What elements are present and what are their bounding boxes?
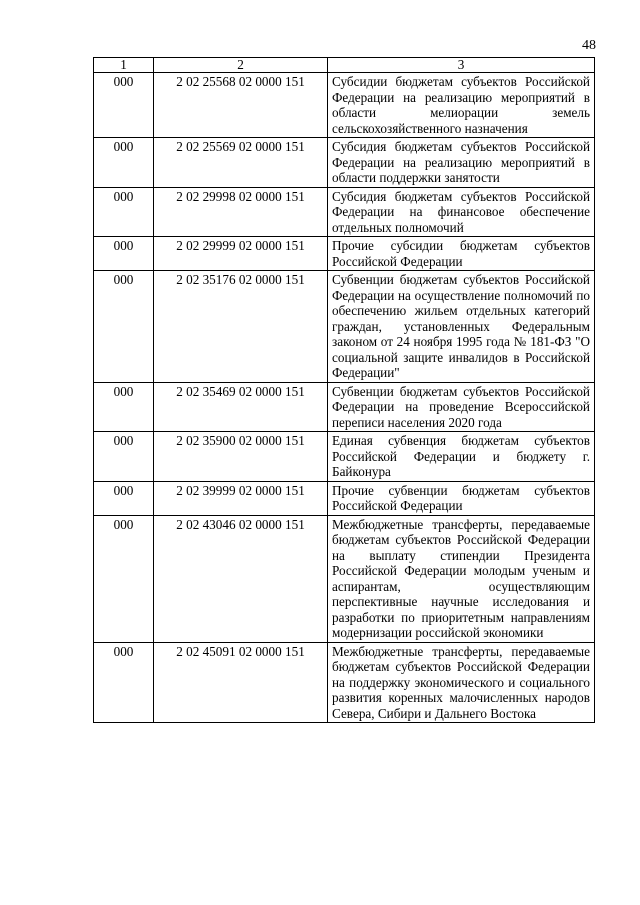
column-header-1: 1 [94, 58, 154, 73]
revenue-name-cell: Прочие субсидии бюджетам субъектов Российской Федерации [328, 237, 595, 271]
revenue-name-cell: Прочие субвенции бюджетам субъектов Российской Федерации [328, 481, 595, 515]
revenue-code-cell: 2 02 45091 02 0000 151 [154, 642, 328, 723]
revenue-code-cell: 2 02 25568 02 0000 151 [154, 73, 328, 138]
page-number: 48 [582, 38, 596, 53]
revenue-code-cell: 2 02 25569 02 0000 151 [154, 138, 328, 188]
table-row [94, 271, 595, 383]
revenue-code-cell: 2 02 29998 02 0000 151 [154, 187, 328, 237]
table-header-row [94, 58, 595, 73]
column-header-3: 3 [328, 58, 595, 73]
revenue-code-cell: 2 02 39999 02 0000 151 [154, 481, 328, 515]
revenue-name-cell: Единая субвенция бюджетам субъектов Российской Федерации и бюджету г. Байконура [328, 432, 595, 482]
admin-code-cell: 000 [94, 642, 154, 723]
column-header-2: 2 [154, 58, 328, 73]
admin-code-cell: 000 [94, 515, 154, 642]
table-row [94, 515, 595, 642]
revenue-name-cell: Субвенции бюджетам субъектов Российской Федерации на осуществление полномочий по обеспечению жильем отдельных категорий граждан, установленных Федеральным законом от 24 ноября 1995 года № 181-ФЗ "О социальной защите инвалидов в Российской Федерации" [328, 271, 595, 383]
admin-code-cell: 000 [94, 271, 154, 383]
table-row [94, 138, 595, 188]
table-row [94, 237, 595, 271]
admin-code-cell: 000 [94, 187, 154, 237]
revenue-name-cell: Субсидия бюджетам субъектов Российской Федерации на финансовое обеспечение отдельных полномочий [328, 187, 595, 237]
table-row [94, 187, 595, 237]
admin-code-cell: 000 [94, 481, 154, 515]
admin-code-cell: 000 [94, 432, 154, 482]
admin-code-cell: 000 [94, 382, 154, 432]
revenue-name-cell: Межбюджетные трансферты, передаваемые бюджетам субъектов Российской Федерации на поддержку экономического и социального развития коренных малочисленных народов Севера, Сибири и Дальнего Востока [328, 642, 595, 723]
admin-code-cell: 000 [94, 138, 154, 188]
revenue-code-cell: 2 02 35176 02 0000 151 [154, 271, 328, 383]
revenue-code-cell: 2 02 35469 02 0000 151 [154, 382, 328, 432]
revenue-name-cell: Межбюджетные трансферты, передаваемые бюджетам субъектов Российской Федерации на выплату стипендии Президента Российской Федерации молодым ученым и аспирантам, осуществляющим перспективные научные исследования и разработки по приоритетным направлениям модернизации российской экономики [328, 515, 595, 642]
table-row [94, 432, 595, 482]
revenue-name-cell: Субвенции бюджетам субъектов Российской Федерации на проведение Всероссийской переписи населения 2020 года [328, 382, 595, 432]
revenue-name-cell: Субсидия бюджетам субъектов Российской Федерации на реализацию мероприятий в области поддержки занятости [328, 138, 595, 188]
table-row [94, 73, 595, 138]
admin-code-cell: 000 [94, 73, 154, 138]
admin-code-cell: 000 [94, 237, 154, 271]
revenue-code-cell: 2 02 43046 02 0000 151 [154, 515, 328, 642]
table-row [94, 382, 595, 432]
table-row [94, 481, 595, 515]
revenue-name-cell: Субсидии бюджетам субъектов Российской Федерации на реализацию мероприятий в области мелиорации земель сельскохозяйственного назначения [328, 73, 595, 138]
table-row [94, 642, 595, 723]
revenue-code-cell: 2 02 35900 02 0000 151 [154, 432, 328, 482]
revenue-code-cell: 2 02 29999 02 0000 151 [154, 237, 328, 271]
budget-classification-table [93, 57, 595, 723]
